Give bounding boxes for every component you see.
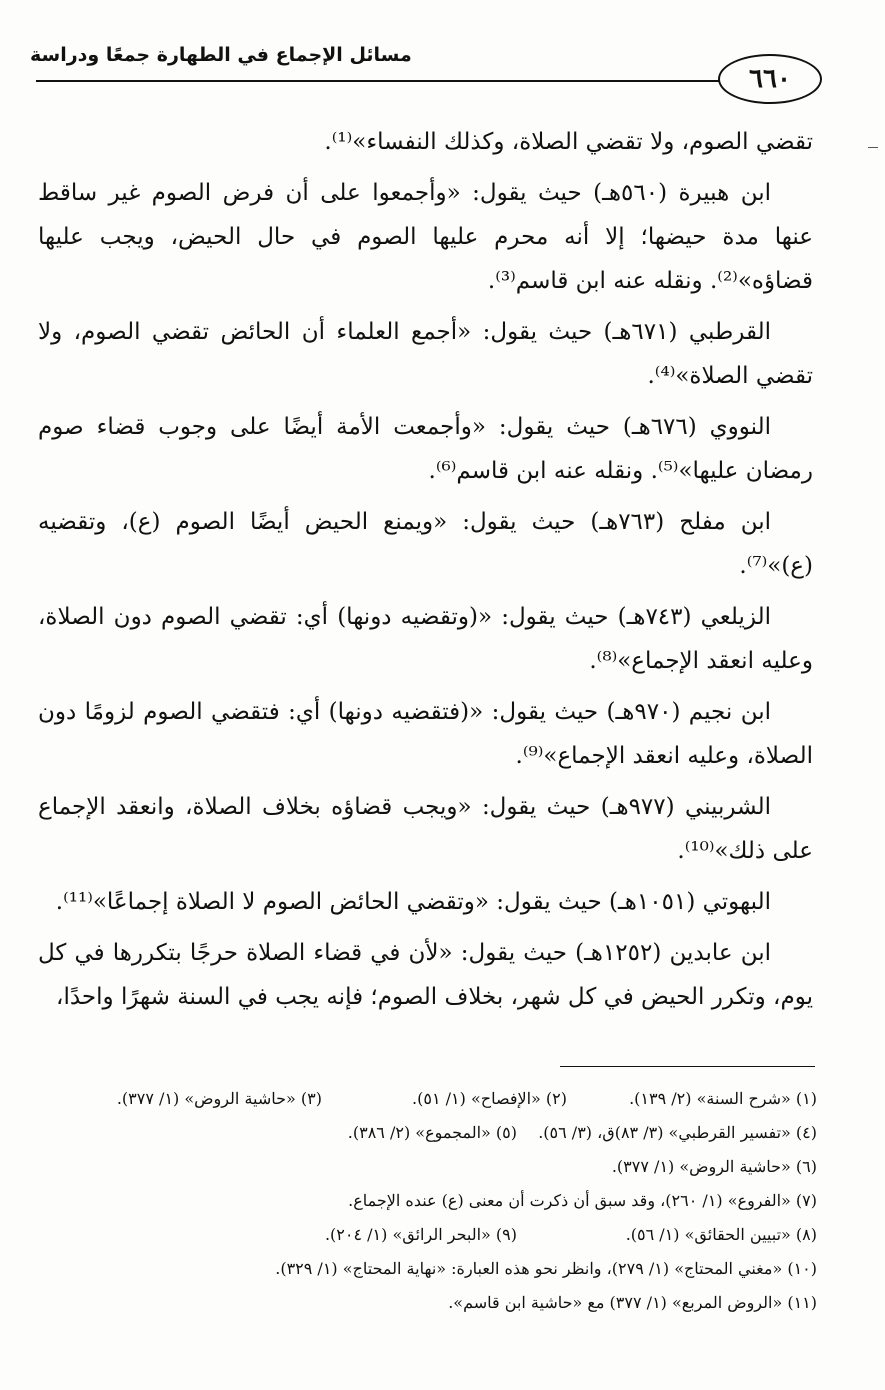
paragraph: الزيلعي (٧٤٣هـ) حيث يقول: «(وتقضيه دونها) أي: تقضي الصوم دون الصلاة، وعليه انعقد الإجماع»⁽⁸⁾. xyxy=(38,604,813,674)
footnote-row xyxy=(30,1218,817,1252)
footnote-6: (٦) «حاشية الروض» (١/ ٣٧٧). xyxy=(611,1157,817,1176)
paragraph: البهوتي (١٠٥١هـ) حيث يقول: «وتقضي الحائض الصوم لا الصلاة إجماعًا»⁽¹¹⁾. xyxy=(55,889,771,915)
footnote-row xyxy=(30,1150,817,1184)
header-rule xyxy=(36,80,736,82)
margin-mark xyxy=(868,147,878,148)
footnote-10: (١٠) «مغني المحتاج» (١/ ٢٧٩)، وانظر نحو هذه العبارة: «نهاية المحتاج» (١/ ٣٢٩). xyxy=(275,1259,817,1278)
footnote-4: (٤) «تفسير القرطبي» (٣/ ٨٣)ق، (٣/ ٥٦). xyxy=(538,1123,817,1142)
paragraph: ابن هبيرة (٥٦٠هـ) حيث يقول: «وأجمعوا على أن فرض الصوم غير ساقط عنها مدة حيضها؛ إلا أنه محرم عليها الصوم في حال الحيض، ويجب عليها قضاؤه»⁽²⁾. ونقله عنه ابن قاسم⁽³⁾. xyxy=(38,180,813,294)
running-header-title: مسائل الإجماع في الطهارة جمعًا ودراسة xyxy=(30,44,412,66)
footnote-separator xyxy=(560,1066,815,1067)
footnote-row xyxy=(30,1082,817,1116)
footnote-8: (٨) «تبيين الحقائق» (١/ ٥٦). xyxy=(625,1225,817,1244)
paragraph: ابن نجيم (٩٧٠هـ) حيث يقول: «(فتقضيه دونها) أي: فتقضي الصوم لزومًا دون الصلاة، وعليه انعقد الإجماع»⁽⁹⁾. xyxy=(38,699,813,769)
footnote-row xyxy=(30,1252,817,1286)
footnote-1: (١) «شرح السنة» (٢/ ١٣٩). xyxy=(629,1089,817,1108)
footnote-row xyxy=(30,1286,817,1320)
paragraph: ابن مفلح (٧٦٣هـ) حيث يقول: «ويمنع الحيض أيضًا الصوم (ع)، وتقضيه (ع)»⁽⁷⁾. xyxy=(38,509,813,579)
footnote-row xyxy=(30,1116,817,1150)
footnote-2: (٢) «الإفصاح» (١/ ٥١). xyxy=(412,1089,567,1108)
footnote-5: (٥) «المجموع» (٢/ ٣٨٦). xyxy=(347,1123,517,1142)
page-number-badge: ٦٦٠ xyxy=(718,54,822,104)
paragraph: تقضي الصوم، ولا تقضي الصلاة، وكذلك النفساء»⁽¹⁾. xyxy=(324,129,813,155)
footnote-9: (٩) «البحر الرائق» (١/ ٢٠٤). xyxy=(324,1225,517,1244)
paragraph: النووي (٦٧٦هـ) حيث يقول: «وأجمعت الأمة أيضًا على وجوب قضاء صوم رمضان عليها»⁽⁵⁾. ونقله عنه ابن قاسم⁽⁶⁾. xyxy=(38,414,813,484)
paragraph: القرطبي (٦٧١هـ) حيث يقول: «أجمع العلماء أن الحائض تقضي الصوم، ولا تقضي الصلاة»⁽⁴⁾. xyxy=(38,319,813,389)
main-text xyxy=(38,120,813,1026)
paragraph: ابن عابدين (١٢٥٢هـ) حيث يقول: «لأن في قضاء الصلاة حرجًا بتكررها في كل يوم، وتكرر الحيض في كل شهر، بخلاف الصوم؛ فإنه يجب في السنة شهرًا واحدًا، xyxy=(38,940,813,1010)
footnotes xyxy=(30,1082,817,1320)
paragraph: الشربيني (٩٧٧هـ) حيث يقول: «ويجب قضاؤه بخلاف الصلاة، وانعقد الإجماع على ذلك»⁽¹⁰⁾. xyxy=(38,794,813,864)
footnote-7: (٧) «الفروع» (١/ ٢٦٠)، وقد سبق أن ذكرت أن معنى (ع) عنده الإجماع. xyxy=(348,1191,817,1210)
footnote-11: (١١) «الروض المربع» (١/ ٣٧٧) مع «حاشية ابن قاسم». xyxy=(448,1293,817,1312)
footnote-row xyxy=(30,1184,817,1218)
footnote-3: (٣) «حاشية الروض» (١/ ٣٧٧). xyxy=(116,1089,322,1108)
